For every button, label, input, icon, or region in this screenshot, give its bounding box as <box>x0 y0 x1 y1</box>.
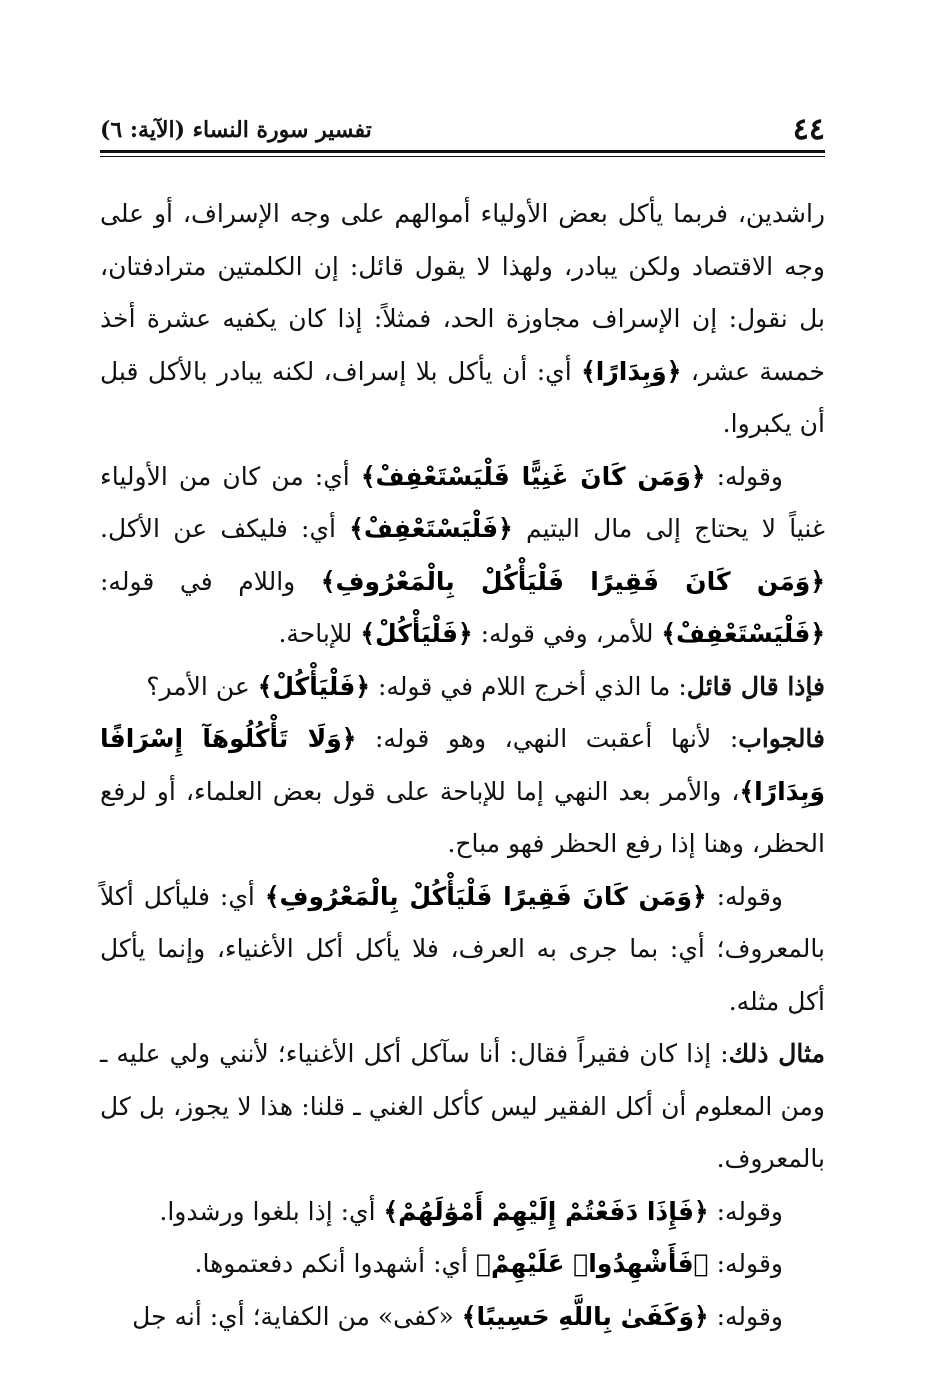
paragraph-text: وقوله: <box>708 1196 783 1226</box>
bold-lead-phrase: فإذا قال قائل <box>686 671 825 701</box>
quran-verse: ﴿فَلْيَسْتَعْفِفْ﴾ <box>661 619 825 648</box>
paragraph <box>100 1186 825 1239</box>
quran-verse: ﴿وَمَن كَانَ فَقِيرًا فَلْيَأْكُلْ بِالْمَعْرُوفِ﴾ <box>320 566 825 596</box>
quran-verse: ﴿وَمَن كَانَ فَقِيرًا فَلْيَأْكُلْ بِالْمَعْرُوفِ﴾ <box>264 881 707 911</box>
paragraph-text: راشدين، فربما يأكل بعض الأولياء أموالهم على وجه الإسراف، أو على وجه الاقتصاد ولكن يبادر، ولهذا لا يقول قائل: إن الكلمتين مترادفتان، بل نقول: إن الإسراف مجاوزة الحد، فمثلاً: إذا كان يكفيه عشرة أخذ خمسة عشر، <box>100 199 825 386</box>
quran-verse: ﴿فَإِذَا دَفَعْتُمْ إِلَيْهِمْ أَمْوَٰلَهُمْ﴾ <box>383 1196 709 1226</box>
quran-verse: ﴿فَلْيَسْتَعْفِفْ﴾ <box>349 514 513 543</box>
paragraph-text: أي: فليأكل أكلاً بالمعروف؛ أي: بما جرى به العرف، فلا يأكل أكل الأغنياء، وإنما يأكل أكل مثله. <box>100 881 825 1016</box>
paragraph-text: : إذا كان فقيراً فقال: أنا سآكل أكل الأغنياء؛ لأنني ولي عليه ـ ومن المعلوم أن أكل الفقير ليس كأكل الغني ـ قلنا: هذا لا يجوز، بل كل بالمعروف. <box>100 1039 825 1173</box>
paragraph-text: وقوله: <box>705 461 783 491</box>
quran-verse: ﴿وَمَن كَانَ غَنِيًّا فَلْيَسْتَعْفِفْ﴾ <box>360 461 706 491</box>
paragraph-text: «كفى» من الكفاية؛ أي: أنه جل <box>132 1301 462 1331</box>
quran-verse: ﴿وَبِدَارًا﴾ <box>581 356 682 386</box>
paragraph-text: واللام في قوله: <box>100 566 321 596</box>
quran-verse: ﴿وَلَا تَأْكُلُوهَآ إِسْرَافًا وَبِدَارًا﴾ <box>100 724 825 806</box>
paragraph-text: أي: فليكف عن الأكل. <box>100 514 350 543</box>
paragraph-text: ، والأمر بعد النهي إما للإباحة على قول بعض العلماء، أو لرفع الحظر، وهنا إذا رفع الحظر فهو مباح. <box>100 776 825 858</box>
paragraph-text: وقوله: <box>708 1301 783 1331</box>
running-title: تفسير سورة النساء (الآية: ٦) <box>100 117 372 143</box>
page-header <box>100 112 825 148</box>
paragraph <box>100 661 825 714</box>
body-text <box>100 188 825 1343</box>
paragraph-text: أي: إذا بلغوا ورشدوا. <box>159 1196 384 1226</box>
paragraph <box>100 1291 825 1344</box>
paragraph-text: وقوله: <box>706 881 783 911</box>
paragraph-text: : ما الذي أخرج اللام في قوله: <box>370 671 687 701</box>
paragraph <box>100 871 825 1029</box>
paragraph <box>100 451 825 661</box>
header-rule-thin <box>100 156 825 157</box>
quran-verse: ﴿فَأَشْهِدُوا۟ عَلَيْهِمْ﴾ <box>475 1249 709 1278</box>
paragraph-text: وقوله: <box>708 1249 783 1278</box>
paragraph-text: : لأنها أعقبت النهي، وهو قوله: <box>356 724 739 753</box>
quran-verse: ﴿وَكَفَىٰ بِاللَّهِ حَسِيبًا﴾ <box>461 1301 709 1331</box>
quran-verse: ﴿فَلْيَأْكُلْ﴾ <box>257 671 371 701</box>
paragraph-text: للأمر، وفي قوله: <box>472 619 662 648</box>
page-number: ٤٤ <box>792 112 825 147</box>
paragraph-text: أي: أشهدوا أنكم دفعتموها. <box>194 1249 476 1278</box>
paragraph-text: للإباحة. <box>278 619 361 648</box>
paragraph <box>100 1238 825 1291</box>
paragraph <box>100 188 825 451</box>
paragraph <box>100 713 825 871</box>
paragraph <box>100 1028 825 1186</box>
paragraph-text: أي: أن يأكل بلا إسراف، لكنه يبادر بالأكل قبل أن يكبروا. <box>100 356 825 438</box>
paragraph-text: عن الأمر؟ <box>146 671 258 701</box>
paragraph-text: أي: من كان من الأولياء غنياً لا يحتاج إلى مال اليتيم <box>100 461 825 543</box>
bold-lead-phrase: مثال ذلك <box>728 1039 825 1068</box>
bold-lead-phrase: فالجواب <box>738 724 825 753</box>
header-rule-thick <box>100 150 825 153</box>
quran-verse: ﴿فَلْيَأْكُلْ﴾ <box>360 619 473 648</box>
